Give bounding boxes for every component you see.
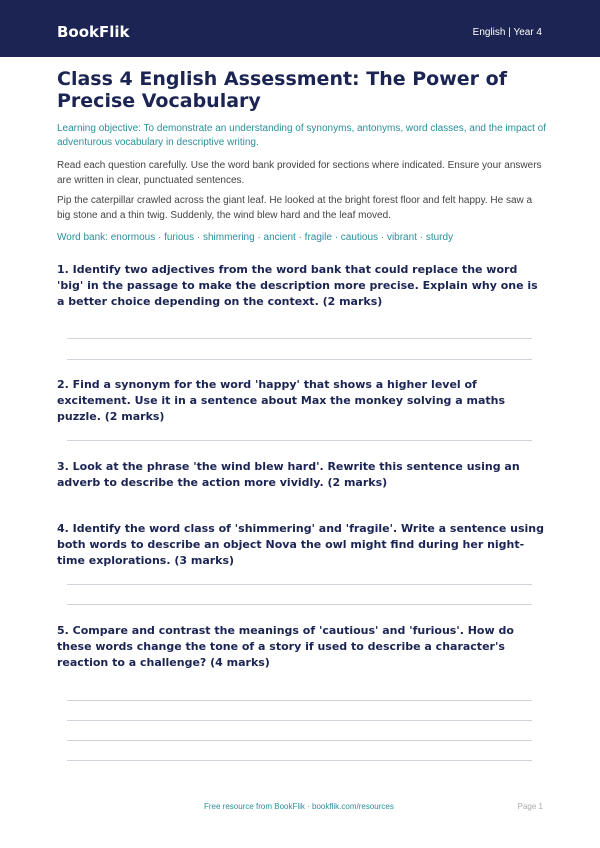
question-4: 4. Identify the word class of 'shimmering' and 'fragile'. Write a sentence using both words to describe an object Nova the owl might find during her night-time explorations. (3 marks) xyxy=(57,522,544,567)
footer-link[interactable]: Free resource from BookFlik · bookflik.com/resources xyxy=(204,802,394,811)
answer-line[interactable] xyxy=(67,359,532,360)
learning-objective: Learning objective: To demonstrate an understanding of synonyms, antonyms, word classes, and the impact of adventurous vocabulary in descriptive writing. xyxy=(57,123,546,148)
answer-line[interactable] xyxy=(67,740,532,741)
answer-line[interactable] xyxy=(67,440,532,441)
question-5: 5. Compare and contrast the meanings of 'cautious' and 'furious'. How do these words change the tone of a story if used to describe a character's reaction to a challenge? (4 marks) xyxy=(57,624,514,669)
question-1: 1. Identify two adjectives from the word bank that could replace the word 'big' in the passage to make the description more precise. Explain why one is a better choice depending on the context. (2 marks) xyxy=(57,263,538,308)
answer-line[interactable] xyxy=(67,584,532,585)
answer-line[interactable] xyxy=(67,760,532,761)
brand-logo-text[interactable]: BookFlik xyxy=(57,23,130,41)
header-bar xyxy=(0,0,600,57)
word-bank: Word bank: enormous · furious · shimmering · ancient · fragile · cautious · vibrant · sturdy xyxy=(57,232,454,243)
answer-line[interactable] xyxy=(67,720,532,721)
answer-line[interactable] xyxy=(67,604,532,605)
page-title: Class 4 English Assessment: The Power of Precise Vocabulary xyxy=(57,68,507,112)
subject-label: English | Year 4 xyxy=(472,27,542,38)
question-2: 2. Find a synonym for the word 'happy' that shows a higher level of excitement. Use it in a sentence about Max the monkey solving a maths puzzle. (2 marks) xyxy=(57,378,505,423)
reading-passage: Pip the caterpillar crawled across the giant leaf. He looked at the bright forest floor and felt happy. He saw a big stone and a thin twig. Suddenly, the wind blew hard and the leaf moved. xyxy=(57,195,533,221)
answer-line[interactable] xyxy=(67,700,532,701)
page-number: Page 1 xyxy=(517,802,543,811)
instructions-text: Read each question carefully. Use the word bank provided for sections where indicated. Ensure your answers are written in clear, punctuated sentences. xyxy=(57,160,542,186)
answer-line[interactable] xyxy=(67,338,532,339)
question-3: 3. Look at the phrase 'the wind blew hard'. Rewrite this sentence using an adverb to describe the action more vividly. (2 marks) xyxy=(57,460,520,489)
